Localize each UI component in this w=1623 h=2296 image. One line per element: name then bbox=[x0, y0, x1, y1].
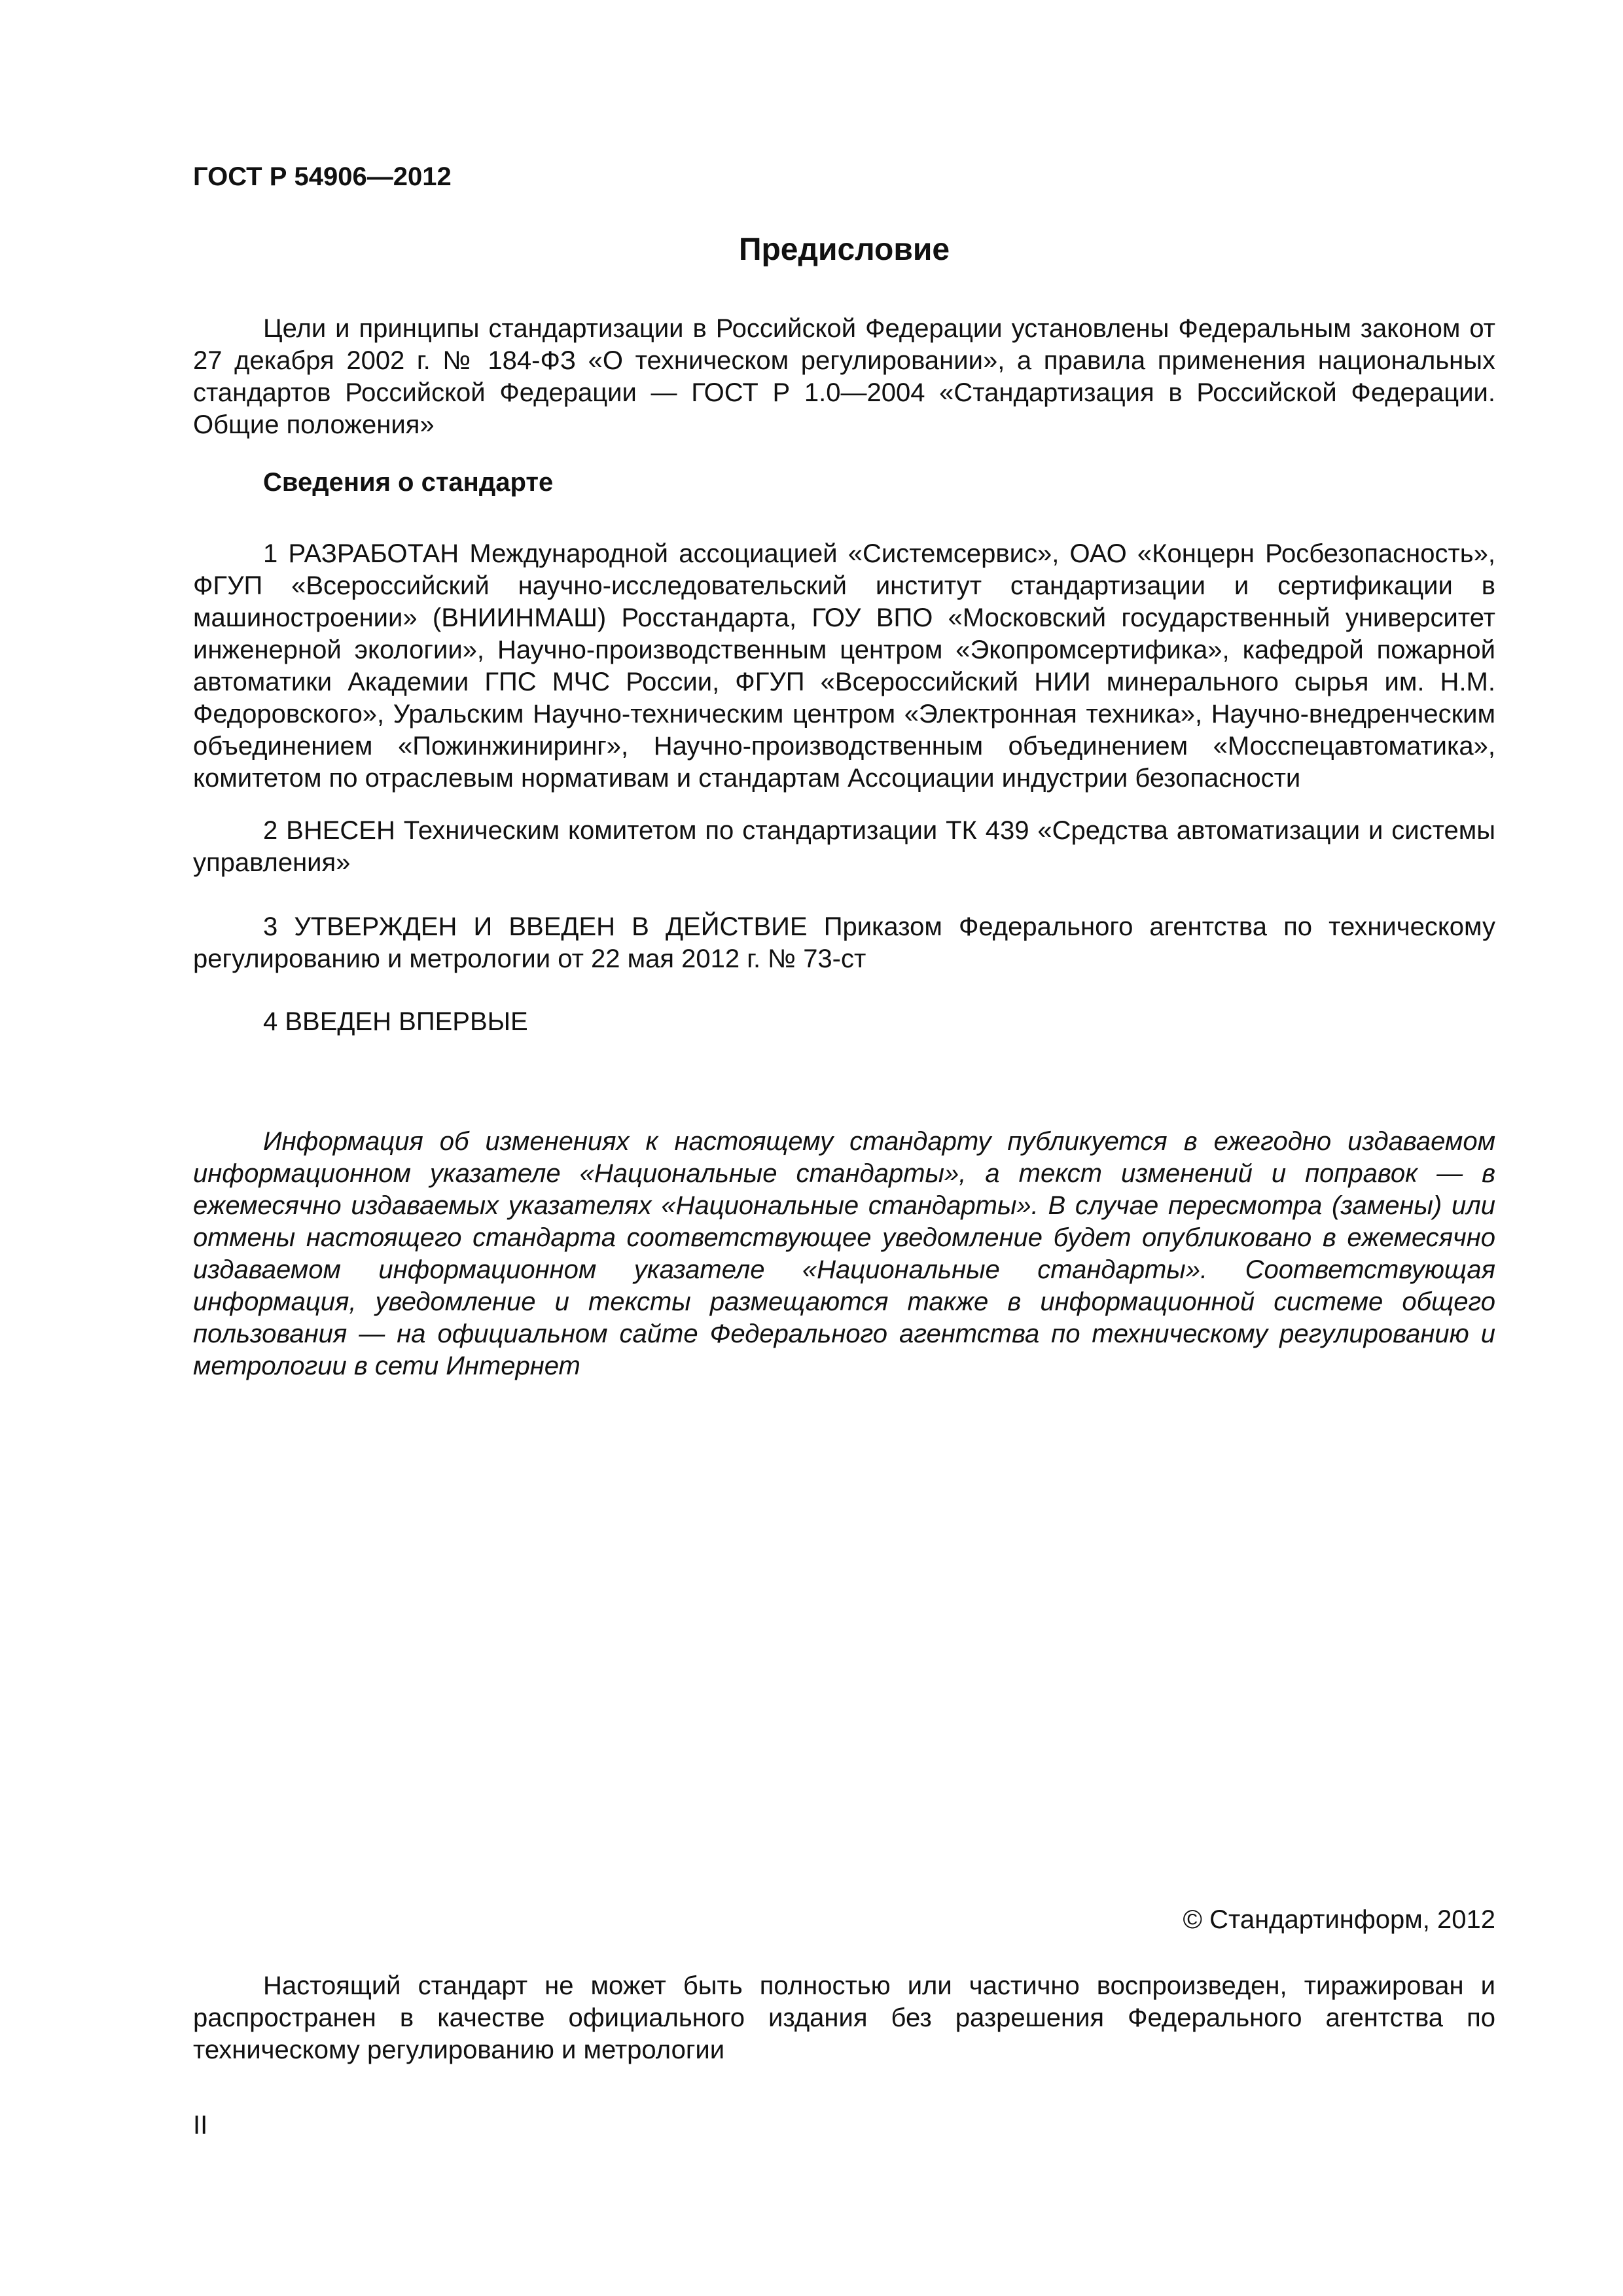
copyright-notice: © Стандартинформ, 2012 bbox=[1183, 1905, 1495, 1934]
standard-info-item-first-introduced: 4 ВВЕДЕН ВПЕРВЫЕ bbox=[263, 1007, 528, 1036]
standard-info-heading: Сведения о стандарте bbox=[263, 468, 554, 497]
standard-info-item-submitted: 2 ВНЕСЕН Техническим комитетом по стандартизации ТК 439 «Средства автоматизации и системы управления» bbox=[193, 816, 1495, 877]
document-code: ГОСТ Р 54906—2012 bbox=[193, 162, 452, 191]
standard-info-item-approved: 3 УТВЕРЖДЕН И ВВЕДЕН В ДЕЙСТВИЕ Приказом Федерального агентства по техническому регулированию и метрологии от 22 мая 2012 г. № 73-ст bbox=[193, 912, 1495, 973]
page-number: II bbox=[193, 2111, 208, 2140]
intro-paragraph: Цели и принципы стандартизации в Российской Федерации установлены Федеральным законом от 27 декабря 2002 г. № 184-ФЗ «О техническом регулировании», а правила применения национальных стандартов Российской Федерации — ГОСТ Р 1.0—2004 «Стандартизация в Российской Федерации. Общие положения» bbox=[193, 314, 1495, 439]
change-info-paragraph: Информация об изменениях к настоящему стандарту публикуется в ежегодно издаваемом информационном указателе «Национальные стандарты», а текст изменений и поправок — в ежемесячно издаваемых указателях «Национальные стандарты». В случае пересмотра (замены) или отмены настоящего стандарта соответствующее уведомление будет опубликовано в ежемесячно издаваемом информационном указателе «Национальные стандарты». Соответствующая информация, уведомление и тексты размещаются также в информационной системе общего пользования — на официальном сайте Федерального агентства по техническому регулированию и метрологии в сети Интернет bbox=[193, 1127, 1495, 1380]
standard-info-item-developed: 1 РАЗРАБОТАН Международной ассоциацией «Системсервис», ОАО «Концерн Росбезопасность», ФГУП «Всероссийский научно-исследовательский институт стандартизации и сертификации в машиностроении» (ВНИИНМАШ) Росстандарта, ГОУ ВПО «Московский государственный университет инженерной экологии», Научно-производственным центром «Экопромсертифика», кафедрой пожарной автоматики Академии ГПС МЧС России, ФГУП «Всероссийский НИИ минерального сырья им. Н.М. Федоровского», Уральским Научно-техническим центром «Электронная техника», Научно-внедренческим объединением «Пожинжиниринг», Научно-производственным объединением «Мосспецавтоматика», комитетом по отраслевым нормативам и стандартам Ассоциации индустрии безопасности bbox=[193, 539, 1495, 793]
page-title: Предисловие bbox=[738, 232, 950, 267]
reproduction-notice: Настоящий стандарт не может быть полностью или частично воспроизведен, тиражирован и распространен в качестве официального издания без разрешения Федерального агентства по техническому регулированию и метрологии bbox=[193, 1971, 1495, 2064]
